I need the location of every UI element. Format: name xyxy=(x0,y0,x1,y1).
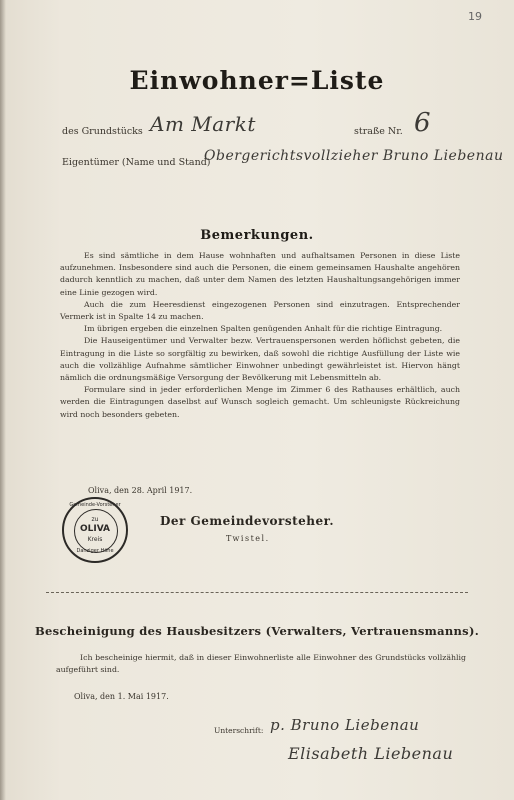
bescheinigung-text: Ich bescheinige hiermit, daß in dieser Einwohnerliste alle Einwohner des Grundstücks vollzählig aufgeführt sind. xyxy=(56,653,466,675)
stamp-zu: zu xyxy=(91,516,99,523)
vorsteher-title: Der Gemeindevorsteher. xyxy=(160,514,335,528)
eigentuemer-label: Eigentümer (Name und Stand) xyxy=(62,157,211,168)
signature-1: p. Bruno Liebenau xyxy=(270,716,420,734)
strasse-label: straße Nr. xyxy=(354,126,403,137)
official-stamp xyxy=(62,497,128,563)
bescheinigung-text-block xyxy=(56,652,466,676)
stamp-top-text: Gemeinde-Vorsteher xyxy=(69,502,121,508)
eigentuemer-value: Obergerichtsvollzieher Bruno Liebenau xyxy=(204,148,504,164)
strasse-value: 6 xyxy=(414,108,432,138)
bemerkungen-paragraph-4: Die Hauseigentümer und Verwalter bezw. Vertrauenspersonen werden höflichst gebeten, die Eintragung in die Liste so sorgfältig zu bewirken, daß sowohl die richtige Ausfüllung der Liste wie auch die vollzählige Aufnahme sämtlicher Einwohner unbedingt gewährleistet ist. Hiervon hängt nämlich die ordnungsmäßige Versorgung der Bevölkerung mit Lebensmitteln ab. xyxy=(60,336,460,383)
bescheinigung-heading: Bescheinigung des Hausbesitzers (Verwalters, Vertrauensmanns). xyxy=(35,624,479,638)
bemerkungen-paragraph-5: Formulare sind in jeder erforderlichen Menge im Zimmer 6 des Rathauses erhältlich, auch werden die Eintragungen daselbst auf Wunsch sogleich gemacht. Um schleunigste Rückreichung wird noch besonders gebeten. xyxy=(60,385,460,419)
page-edge-shadow xyxy=(0,0,6,800)
bemerkungen-paragraph-3: Im übrigen ergeben die einzelnen Spalten genügenden Anhalt für die richtige Eintragung. xyxy=(84,324,443,334)
section-divider xyxy=(46,592,468,593)
stamp-place: OLIVA xyxy=(79,524,111,534)
bemerkungen-heading: Bemerkungen. xyxy=(200,228,314,243)
bemerkungen-paragraph-2: Auch die zum Heeresdienst eingezogenen Personen sind einzutragen. Entsprechender Vermerk ist in Spalte 14 zu machen. xyxy=(60,299,460,322)
page-number: 19 xyxy=(468,10,482,23)
stamp-kreis: Kreis xyxy=(87,536,103,543)
vorsteher-name: Twistel. xyxy=(226,534,270,543)
date-line: Oliva, den 28. April 1917. xyxy=(88,486,193,495)
stamp-bottom-text: Danziger Höhe xyxy=(76,548,114,554)
bemerkungen-paragraph-1: Es sind sämtliche in dem Hause wohnhaften und aufhaltsamen Personen in diese Liste aufzunehmen. Insbesondere sind auch die Personen, die einem gemeinsamen Haushalte angehören dadurch kenntlich zu machen, daß unter dem Namen des letzten Haushaltungsangehörigen immer eine Linie gezogen wird. xyxy=(60,251,460,297)
signature-label: Unterschrift: xyxy=(214,726,264,735)
document-title: Einwohner=Liste xyxy=(129,66,385,95)
bescheinigung-date: Oliva, den 1. Mai 1917. xyxy=(74,692,169,701)
grundstueck-value: Am Markt xyxy=(150,112,256,136)
signature-2: Elisabeth Liebenau xyxy=(288,744,454,763)
bemerkungen-text xyxy=(60,250,460,421)
grundstueck-label: des Grundstücks xyxy=(62,126,143,137)
